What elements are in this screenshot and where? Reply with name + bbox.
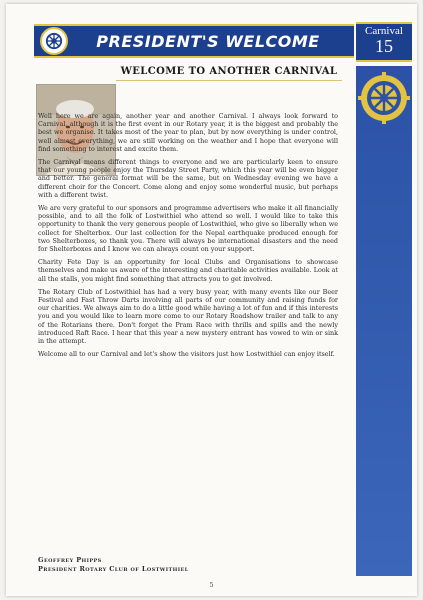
carnival-number: 15: [375, 36, 393, 56]
page: [6, 4, 417, 596]
page-number: 5: [209, 582, 214, 589]
signature-title: President Rotary Club of Lostwithiel: [38, 565, 189, 573]
carnival-label: Carnival: [365, 25, 403, 37]
paragraph: The Carnival means different things to everyone and we are particularly keen to ensure that our young people enjoy the Thursday Street Party, which this year will be even bigger and better. The general format will be the same, but on Wednesday evening we have a different choir for the Concert. Come along and enjoy some wonderful music, but perhaps with a different twist.: [38, 158, 338, 199]
paragraph: The Rotary Club of Lostwithiel has had a very busy year, with many events like our Beer Festival and Fast Throw Darts involving all parts of our community and raising funds for our charities. We always aim to do a little good while having a lot of fun and if this interests you and you would like to learn more come to our Rotary Roadshow trailer and talk to any of the Rotarians there. Don't forget the Pram Race with thrills and spills and the newly introduced Raft Race. I hear that this year a new mystery entrant has vowed to win or sink in the attempt.: [38, 287, 338, 346]
signature-name: Geoffrey Phipps: [38, 556, 102, 564]
article-body: [38, 112, 338, 363]
article-headline: WELCOME TO ANOTHER CARNIVAL: [116, 66, 342, 81]
header-banner: [34, 24, 354, 58]
signature-block: [38, 556, 338, 574]
paragraph: We are very grateful to our sponsors and programme advertisers who make it all financially possible, and to all the folk of Lostwithiel who attend so well. I would like to take this opportunity to thank the very generous people of Lostwithiel, who give so liberally when we collect for Shelterbox. Our last collection for the Nepal earthquake produced enough for two Shelterboxes, so thank you. There will always be international disasters and the need for Shelterboxes and I know we can always count on your support.: [38, 204, 338, 254]
page-title: PRESIDENT'S WELCOME: [96, 31, 320, 51]
rotary-wheel-icon: [358, 72, 410, 124]
paragraph: Welcome all to our Carnival and let's show the visitors just how Lostwithiel can enjoy itself.: [38, 350, 335, 359]
side-strip: [356, 66, 412, 576]
rotary-wheel-icon: [40, 27, 68, 55]
carnival-badge: [356, 22, 412, 62]
paragraph: Charity Fete Day is an opportunity for local Clubs and Organisations to showcase themselves and make us aware of the interesting and charitable activities available. Look at all the stalls, you might find something that attracts you to get involved.: [38, 258, 338, 283]
paragraph-intro: Well here we are again, another year and another Carnival. I always look forward to Carnival, although it is the first event in our Rotary year, it is the biggest and probably the best we organise. It takes most of the year to plan, but by now everything is under control, well almost everything, we are still working on the weather and I hope that everyone will find something to interest and excite them.: [38, 112, 338, 153]
